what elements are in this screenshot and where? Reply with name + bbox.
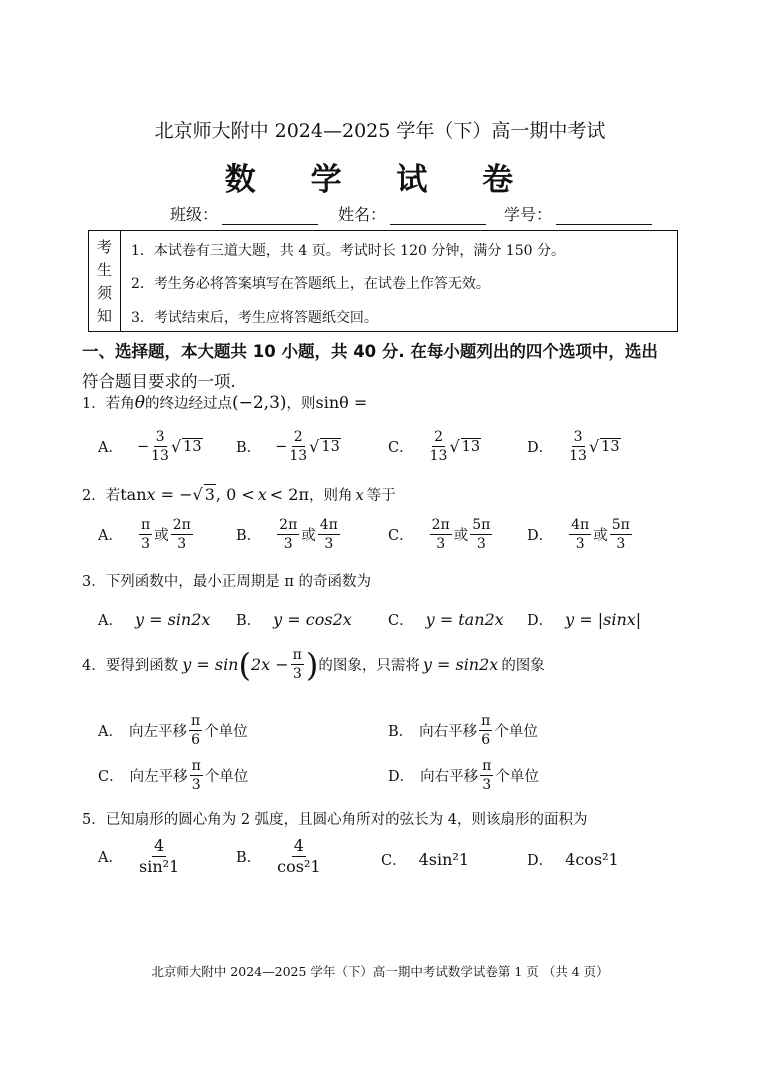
section-heading-line: 一、选择题，本大题共 10 小题，共 40 分. 在每小题列出的四个选项中，选出: [82, 342, 658, 361]
q1-fraction: [151, 430, 169, 463]
section-heading-line: 符合题目要求的一项.: [82, 372, 236, 391]
option-expression: y = cos2x: [273, 610, 352, 629]
q3-option-d[interactable]: [527, 609, 641, 630]
option-text: 向左平移: [129, 769, 188, 785]
option-text: 向左平移: [128, 724, 187, 740]
q2-expr: = −: [155, 485, 193, 504]
option-label: D．: [527, 440, 554, 456]
denominator: 6: [191, 732, 201, 748]
q4-option-fraction: [190, 759, 203, 792]
id-field: [504, 202, 652, 225]
q2-var: x: [257, 485, 267, 504]
q2-tan: tan: [120, 485, 147, 504]
denominator: 3: [141, 536, 151, 552]
radicand: 3: [204, 485, 215, 504]
radicand: 13: [461, 439, 481, 455]
q5-fraction: [277, 838, 320, 875]
q4-option-d[interactable]: [388, 759, 539, 792]
radicand: 13: [183, 439, 202, 455]
denominator: 13: [151, 448, 169, 464]
q2-fraction: [277, 518, 299, 551]
q2-option-c[interactable]: [388, 518, 494, 551]
radicand: 13: [321, 439, 340, 455]
denominator: 3: [436, 536, 446, 552]
or-word: 或: [453, 528, 469, 544]
q2-expr: < 2π: [269, 485, 309, 504]
question-3-stem: 3．下列函数中，最小正周期是 π 的奇函数为: [82, 574, 371, 590]
q1-option-c[interactable]: C． $\frac{2}{13}$ √ 13: [388, 429, 481, 464]
id-label: 学号：: [504, 205, 553, 224]
option-label: D．: [527, 613, 554, 629]
option-expression: 4cos²1: [565, 850, 619, 869]
q2-fraction: [610, 518, 632, 551]
notice-item: 2．考生务必将答案填写在答题纸上，在试卷上作答无效。: [131, 276, 490, 292]
q3-option-c[interactable]: [388, 609, 504, 630]
q4-inner: 2x −: [250, 655, 289, 674]
q4-text: 的图象: [501, 658, 545, 674]
exam-title: 北京师大附中 2024—2025 学年（下）高一期中考试: [154, 120, 606, 142]
option-text: 个单位: [495, 769, 539, 785]
q2-text: 2．若: [82, 488, 121, 504]
denominator: 3: [283, 536, 293, 552]
page-footer: 北京师大附中 2024—2025 学年（下）高一期中考试数学试卷第 1 页 （共 4 页）: [151, 964, 609, 979]
numerator: π: [292, 647, 302, 663]
option-expression: y = |sinx|: [565, 610, 642, 629]
q2-expr: , 0 <: [215, 485, 255, 504]
option-label: D．: [527, 528, 554, 544]
q1-fraction: [430, 430, 448, 463]
numerator: 2: [434, 429, 443, 445]
subject-title: 数 学 试 卷: [224, 162, 536, 198]
numerator: π: [190, 713, 201, 729]
question-2-stem: 2．若tanx = −√ 3, 0 < x < 2π，则角 x 等于: [82, 485, 396, 504]
numerator: 3: [155, 429, 165, 445]
notice-head-char: 考: [96, 238, 112, 256]
q5-option-a[interactable]: [98, 838, 181, 875]
q1-option-d[interactable]: D． $\frac{3}{13}$ √ 13: [527, 429, 620, 464]
name-field: [338, 202, 486, 225]
numerator: 2π: [172, 517, 191, 533]
q1-option-a[interactable]: A． − $\frac{3}{13}$ √ 13: [98, 429, 202, 464]
denominator: 3: [191, 777, 201, 793]
option-label: A．: [98, 850, 123, 866]
question-1-stem: [82, 392, 367, 413]
q1-option-b[interactable]: B． − $\frac{2}{13}$ √ 13: [236, 429, 340, 464]
q5-fraction: [139, 838, 179, 875]
option-label: B．: [236, 850, 262, 866]
option-expression: y = tan2x: [425, 610, 504, 629]
option-label: B．: [388, 724, 414, 740]
q1-expression: sinθ =: [315, 393, 368, 412]
q2-text: 等于: [366, 488, 396, 504]
q2-fraction: [318, 518, 340, 551]
q2-fraction: [171, 518, 193, 551]
q4-option-fraction: [479, 714, 492, 747]
q1-sign: −: [136, 438, 150, 455]
numerator: π: [140, 517, 151, 533]
q2-option-a[interactable]: [98, 518, 195, 551]
q4-option-fraction: [480, 759, 493, 792]
option-text: 个单位: [494, 724, 538, 740]
question-4-stem: [82, 645, 545, 684]
q1-fraction: [569, 430, 587, 463]
numerator: 3: [573, 429, 583, 445]
numerator: 4: [154, 836, 165, 855]
q4-text: 的图象，只需将: [318, 658, 420, 674]
numerator: 2π: [279, 517, 298, 533]
q4-option-fraction: [189, 714, 202, 747]
option-label: B．: [236, 613, 262, 629]
numerator: π: [481, 713, 491, 729]
q3-option-b[interactable]: [236, 609, 352, 630]
denominator: 13: [569, 448, 587, 464]
option-expression: y = sin2x: [134, 610, 211, 629]
notice-item: 3．考试结束后，考生应将答题纸交回。: [131, 310, 378, 326]
left-paren-icon: (: [238, 645, 251, 684]
id-blank: [556, 208, 652, 225]
numerator: π: [482, 758, 492, 774]
q4-option-b[interactable]: [388, 714, 538, 747]
option-label: B．: [236, 440, 262, 456]
radicand: 13: [601, 439, 620, 455]
denominator: 3: [177, 536, 187, 552]
option-label: B．: [236, 528, 262, 544]
denominator: sin²1: [138, 857, 180, 876]
q2-fraction: [139, 518, 152, 551]
option-label: A．: [98, 440, 123, 456]
q2-text: ，则角: [308, 488, 353, 504]
denominator: cos²1: [277, 857, 321, 876]
question-5-stem: 5．已知扇形的圆心角为 2 弧度，且圆心角所对的弦长为 4，则该扇形的面积为: [82, 812, 588, 828]
q1-point: (−2,3): [231, 393, 287, 413]
denominator: 3: [324, 536, 334, 552]
name-label: 姓名：: [338, 205, 387, 224]
option-text: 个单位: [204, 769, 249, 785]
or-word: 或: [154, 528, 169, 544]
q2-fraction: [470, 518, 492, 551]
q5-option-c[interactable]: [381, 849, 469, 870]
q2-option-b[interactable]: [236, 518, 342, 551]
numerator: 5π: [611, 517, 630, 533]
q2-var: x: [355, 488, 364, 504]
class-blank: [222, 208, 318, 225]
numerator: 5π: [472, 517, 491, 533]
or-word: 或: [593, 528, 608, 544]
q1-text: 1．若角: [82, 396, 135, 412]
option-label: C．: [388, 613, 414, 629]
option-label: A．: [98, 724, 123, 740]
q4-option-c[interactable]: [98, 759, 248, 792]
notice-head-char: 须: [96, 284, 112, 302]
q5-option-b[interactable]: [236, 838, 323, 875]
q1-text: 的终边经过点: [144, 396, 232, 412]
option-label: C．: [98, 769, 124, 785]
denominator: 6: [481, 732, 491, 748]
denominator: 3: [575, 536, 585, 552]
notice-head-char: 生: [96, 261, 112, 279]
option-text: 向右平移: [420, 769, 479, 785]
numerator: 2: [293, 429, 303, 445]
numerator: 4π: [571, 517, 590, 533]
q2-fraction: [569, 518, 591, 551]
denominator: 3: [482, 777, 492, 793]
section-heading: [82, 338, 658, 392]
q4-option-a[interactable]: [98, 714, 248, 747]
denominator: 3: [616, 536, 626, 552]
option-expression: 4sin²1: [418, 850, 470, 869]
q2-option-d[interactable]: [527, 518, 634, 551]
name-blank: [390, 208, 486, 225]
q4-text: 4．要得到函数: [82, 658, 179, 674]
notice-heading: [89, 231, 121, 331]
option-text: 个单位: [204, 724, 248, 740]
option-label: A．: [98, 528, 123, 544]
numerator: π: [191, 758, 201, 774]
exam-notice-box: [88, 230, 678, 332]
q2-var: x: [146, 485, 156, 504]
option-label: C．: [388, 528, 414, 544]
q4-function: y = sin: [182, 655, 239, 674]
class-field: [170, 202, 318, 225]
denominator: 13: [429, 448, 448, 464]
notice-head-char: 知: [96, 307, 112, 325]
denominator: 3: [476, 536, 486, 552]
class-label: 班级：: [170, 205, 219, 224]
option-text: 向右平移: [419, 724, 478, 740]
q4-fraction: [291, 648, 304, 681]
or-word: 或: [301, 528, 316, 544]
denominator: 3: [292, 666, 302, 682]
option-label: A．: [98, 613, 123, 629]
option-label: C．: [381, 853, 407, 869]
numerator: 4π: [319, 517, 338, 533]
q2-fraction: [430, 518, 452, 551]
q5-option-d[interactable]: [527, 849, 619, 870]
option-label: D．: [388, 769, 415, 785]
numerator: 4: [293, 836, 304, 855]
denominator: 13: [289, 448, 308, 464]
q4-function: y = sin2x: [422, 655, 499, 674]
option-label: C．: [388, 440, 414, 456]
q1-theta: θ: [134, 393, 145, 413]
q3-option-a[interactable]: [98, 609, 210, 630]
option-label: D．: [527, 853, 554, 869]
numerator: 2π: [431, 517, 450, 533]
q1-text: ，则: [286, 396, 316, 412]
q1-fraction: [289, 430, 307, 463]
notice-item: 1．本试卷有三道大题，共 4 页。考试时长 120 分钟，满分 150 分。: [131, 243, 565, 259]
q1-sign: −: [275, 438, 288, 455]
right-paren-icon: ): [305, 645, 319, 684]
